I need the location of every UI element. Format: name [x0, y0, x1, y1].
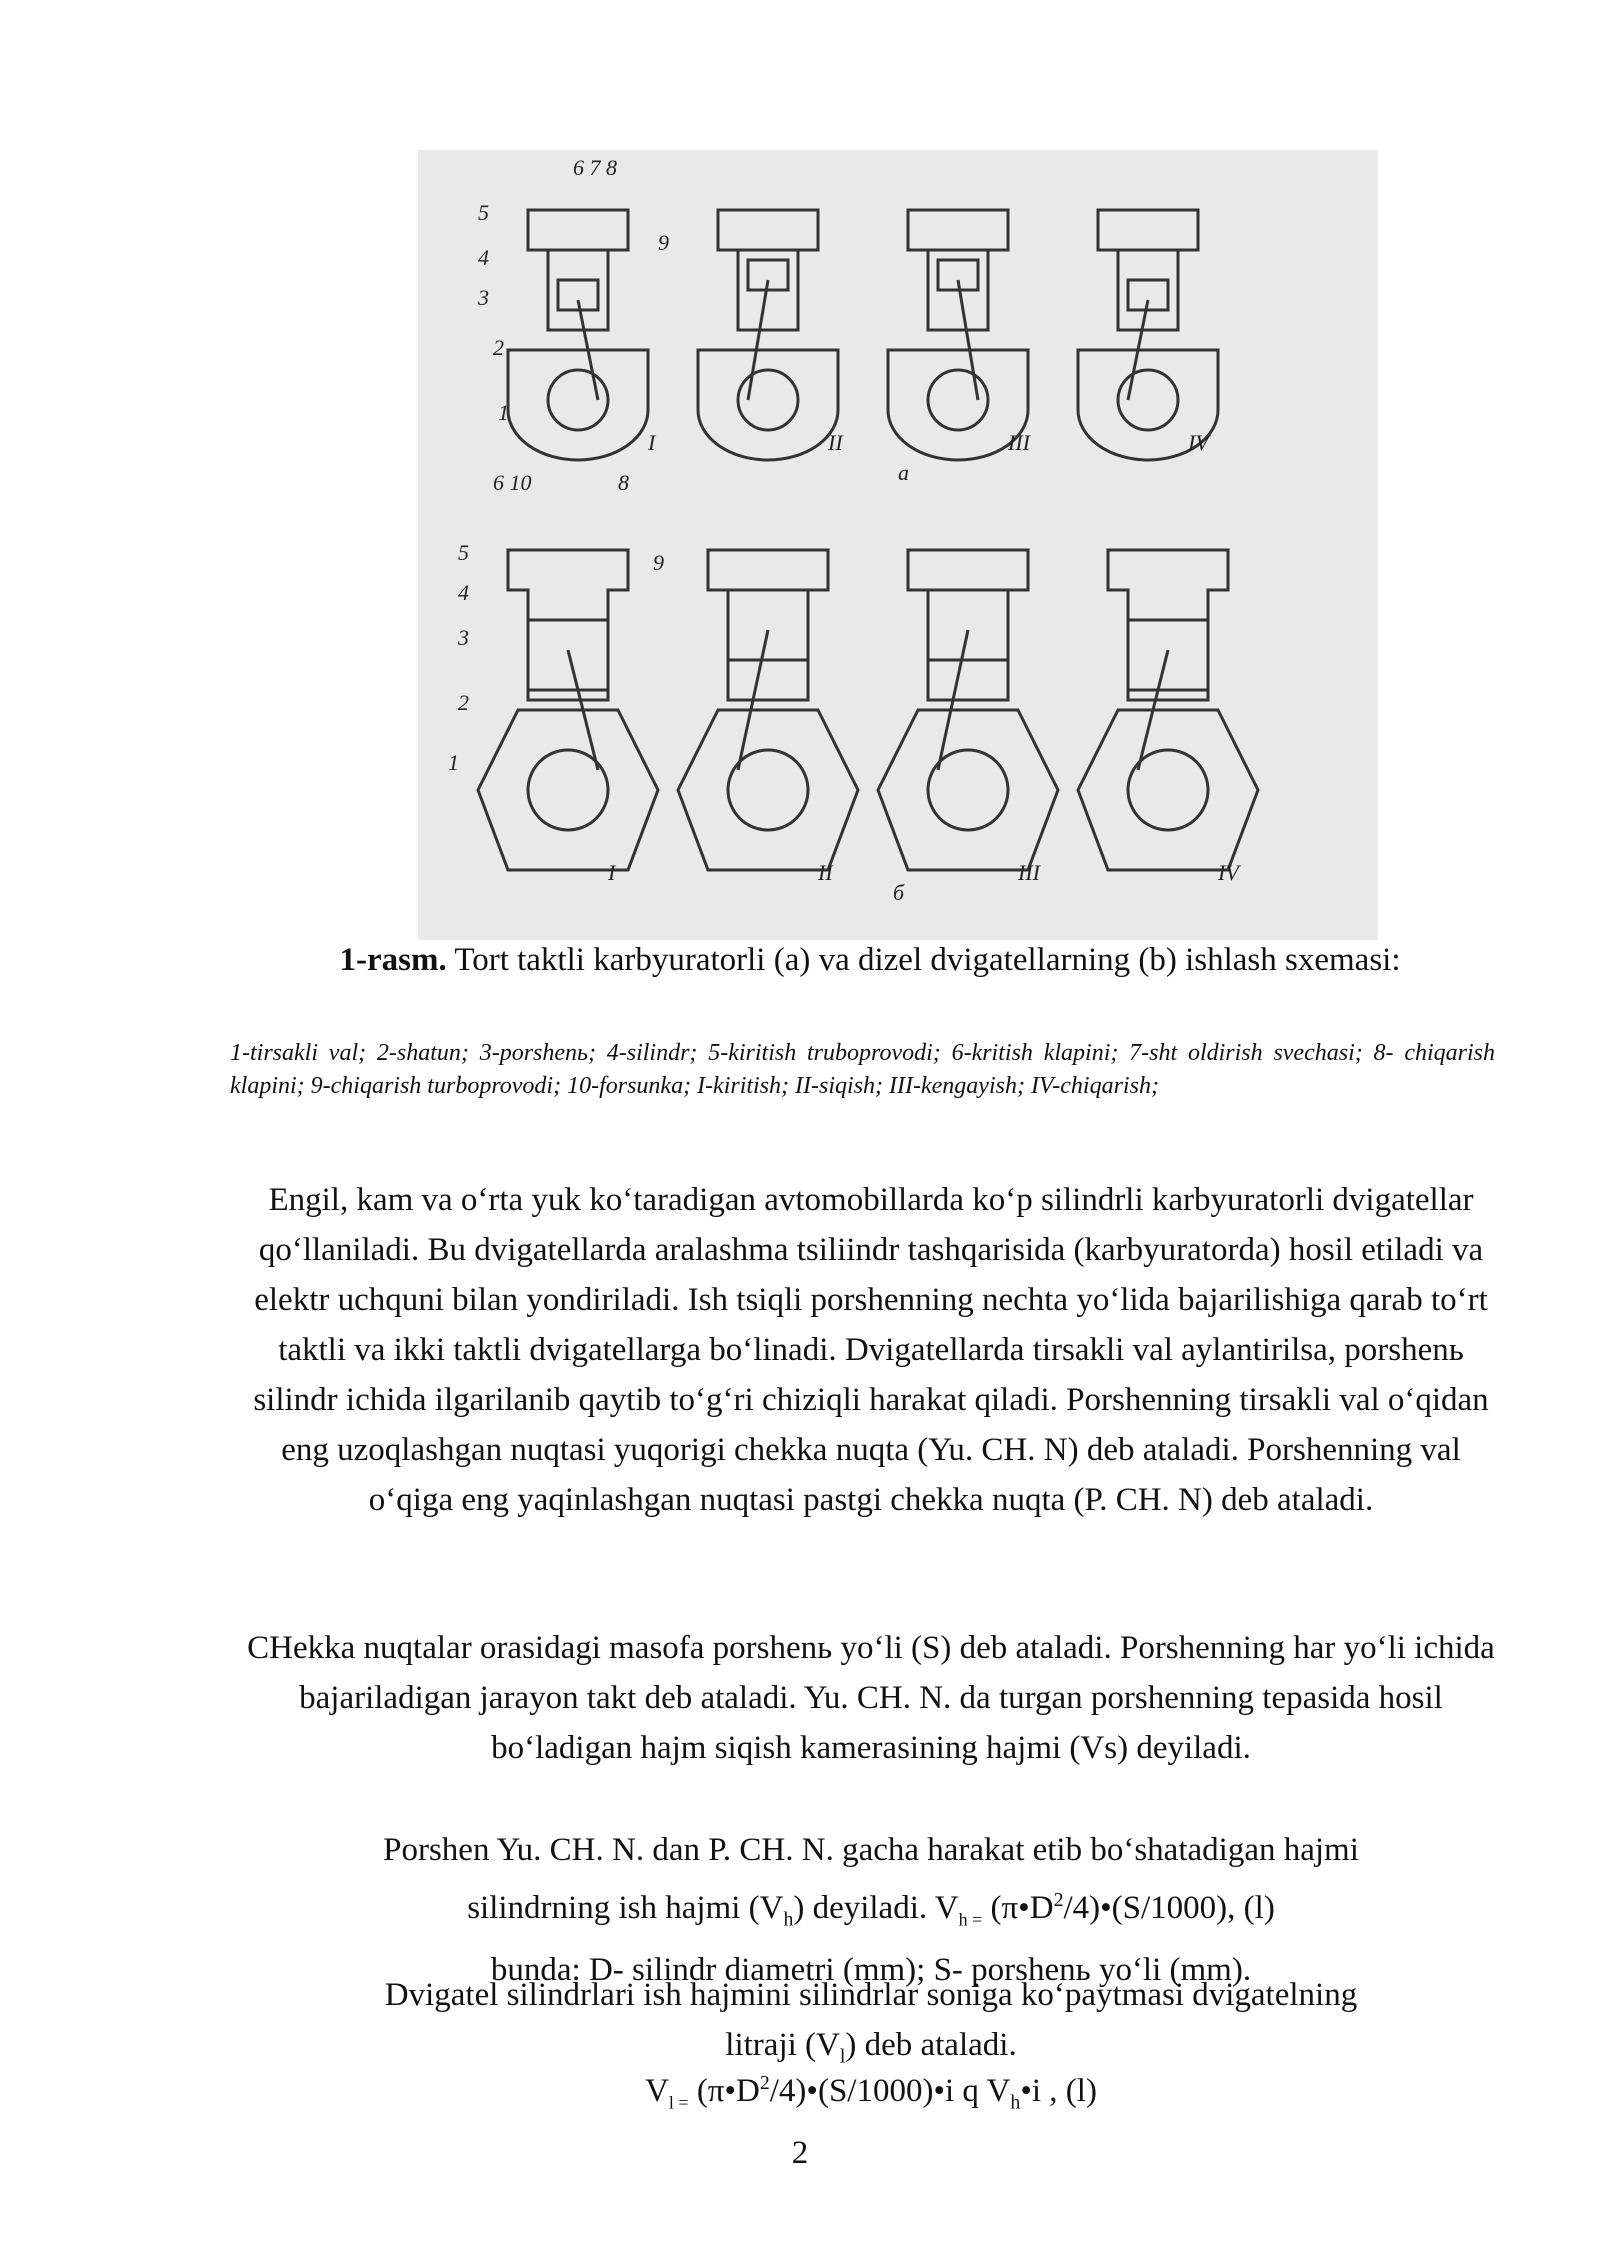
fig-label-5-bottom: 5 [458, 540, 469, 565]
fig-label-6-7-8: 6 7 8 [573, 155, 617, 180]
fig-label-2: 2 [493, 335, 504, 360]
fig-stage-IV-top: IV [1188, 430, 1209, 455]
carb-engine-3 [888, 210, 1028, 460]
fig-label-6-10: 6 10 [493, 470, 532, 495]
fig-stage-I-bottom: I [608, 860, 616, 885]
diesel-engine-1 [478, 550, 658, 870]
fig-label-2-bottom: 2 [458, 690, 469, 715]
fig-label-4-bottom: 4 [458, 580, 469, 605]
fig-label-3: 3 [478, 285, 489, 310]
figure-caption-label: 1-rasm. [339, 942, 447, 978]
fig-label-1: 1 [498, 400, 509, 425]
fig-label-4: 4 [478, 245, 489, 270]
carb-engine-1 [508, 210, 648, 460]
fig-label-3-bottom: 3 [458, 625, 469, 650]
fig-stage-I-top: I [648, 430, 656, 455]
carb-engine-4 [1078, 210, 1218, 460]
fig-label-8-bottom: 8 [618, 470, 629, 495]
litraj-formula: $V_{l =}$ $(\pi•D^2/4)•(S/1000)•i$ q $V_h•i$ , (l) [645, 2072, 1097, 2114]
carb-engine-2 [698, 210, 838, 460]
fig-stage-II-bottom: II [818, 860, 833, 885]
paragraph-4-line-2: litraji $(V_l)$ deb ataladi. [725, 2027, 1017, 2068]
paragraph-2: CHekka nuqtalar orasidagi masofa porshenь yo‘li (S) deb ataladi. Porshenning har yo‘li ichida bajariladigan jarayon takt deb ataladi. Yu. CH. N. da turgan porshenning tepasida hosil bo‘ladigan hajm siqish kamerasining hajmi (Vs) deyiladi. [247, 1630, 1495, 1766]
engine-cycle-diagram [418, 150, 1378, 940]
engine-diagram-figure [418, 150, 1378, 940]
paragraph-3-line-2: silindrning ish hajmi $(V_h)$ deyiladi. $V_{h =}$ $(\pi•D^2/4)•(S/1000)$, (l) [467, 1889, 1275, 1931]
fig-stage-III-top: III [1008, 430, 1030, 455]
fig-stage-II-top: II [828, 430, 843, 455]
fig-group-b: б [893, 880, 905, 905]
diesel-engine-2 [678, 550, 858, 870]
diesel-engine-3 [878, 550, 1058, 870]
figure-legend: 1-tirsakli val; 2-shatun; 3-porshenь; 4-silindr; 5-kiritish truboprovodi; 6-kritish klapini; 7-sht oldirish svechasi; 8- chiqarish klapini; 9-chiqarish turboprovodi; 10-forsunka; I-kiritish; II-siqish; III-kengayish; IV-chiqarish; [230, 1040, 1495, 1099]
paragraph-4-line-1: Dvigatel silindrlari ish hajmini silindrlar soniga ko‘paytmasi dvigatelning [384, 1977, 1358, 2013]
fig-group-a: a [898, 460, 909, 485]
figure-caption [240, 940, 1500, 980]
figure-caption-text: Tort taktli karbyuratorli (a) va dizel dvigatellarning (b) ishlash sxemasi: [446, 942, 1401, 978]
paragraph-3-line-1: Porshen Yu. CH. N. dan P. CH. N. gacha harakat etib bo‘shatadigan hajmi [383, 1832, 1359, 1868]
fig-label-9: 9 [658, 230, 669, 255]
fig-label-9-bottom: 9 [653, 550, 664, 575]
fig-stage-IV-bottom: IV [1218, 860, 1239, 885]
page-number: 2 [791, 2135, 809, 2171]
diesel-engine-4 [1078, 550, 1258, 870]
fig-stage-III-bottom: III [1018, 860, 1040, 885]
paragraph-3-line-3: bunda: D- silindr diametri (mm); S- porshenь yo‘li (mm). [490, 1951, 1252, 1988]
fig-label-5: 5 [478, 200, 489, 225]
paragraph-1: Engil, kam va o‘rta yuk ko‘taradigan avtomobillarda ko‘p silindrli karbyuratorli dvigatellar qo‘llaniladi. Bu dvigatellarda aralashma tsiliindr tashqarisida (karbyuratorda) hosil etiladi va elektr uchquni bilan yondiriladi. Ish tsiqli porshenning nechta yo‘lida bajarilishiga qarab to‘rt taktli va ikki taktli dvigatellarga bo‘linadi. Dvigatellarda tirsakli val aylantirilsa, porshenь silindr ichida ilgarilanib qaytib to‘g‘ri chiziqli harakat qiladi. Porshenning tirsakli val o‘qidan eng uzoqlashgan nuqtasi yuqorigi chekka nuqta (Yu. CH. N) deb ataladi. Porshenning val o‘qiga eng yaqinlashgan nuqtasi pastgi chekka nuqta (P. CH. N) deb ataladi. [253, 1182, 1489, 1518]
fig-label-1-bottom: 1 [448, 750, 459, 775]
